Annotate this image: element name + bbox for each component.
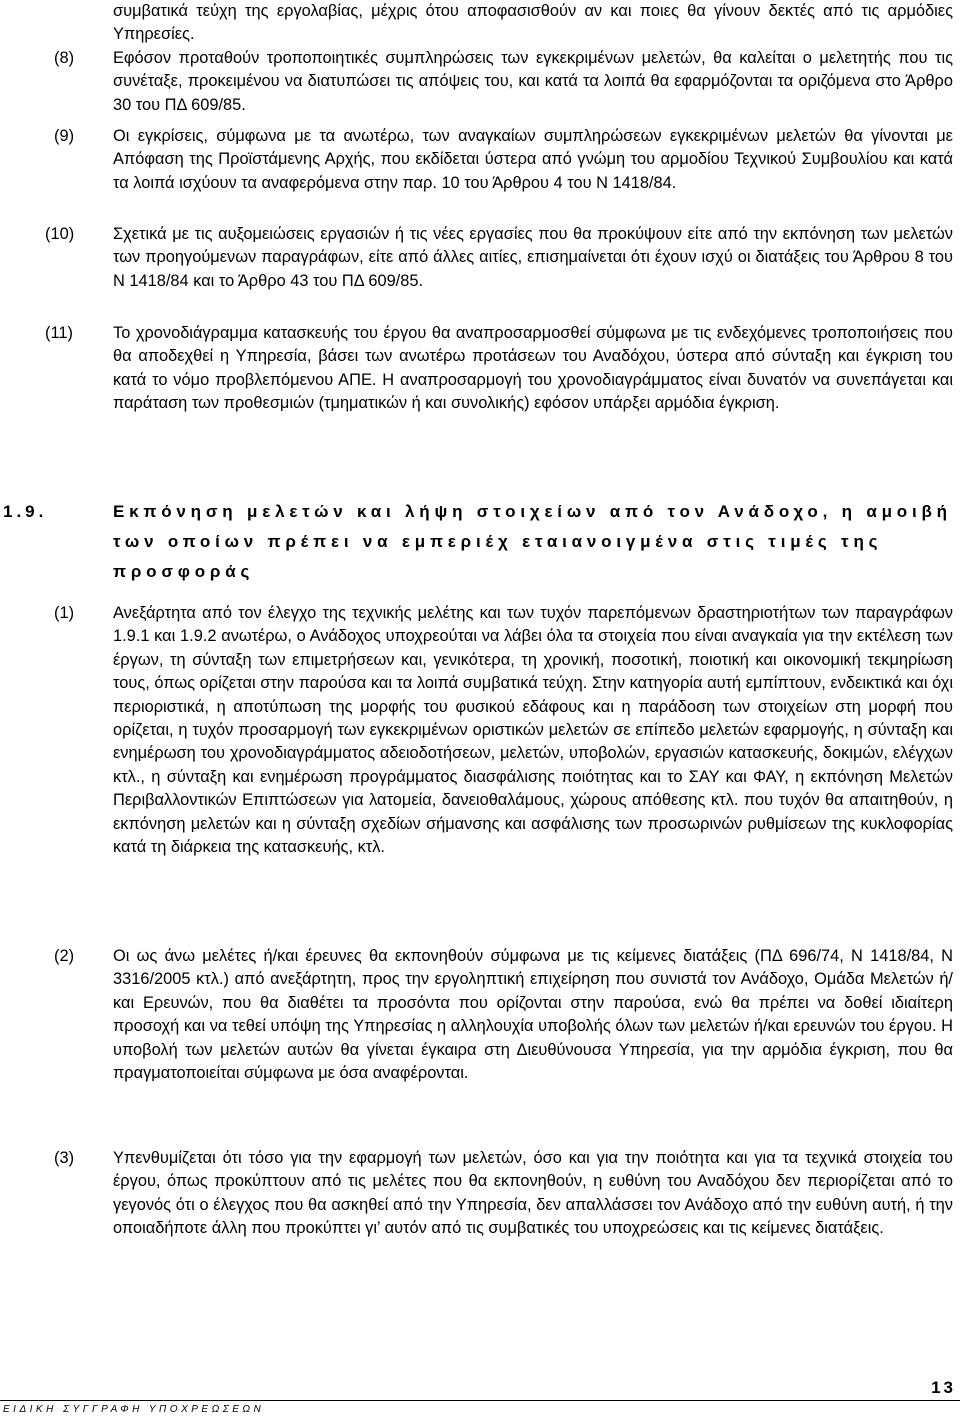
item-10-text: Σχετικά με τις αυξομειώσεις εργασιών ή τις νέες εργασίες που θα προκύψουν είτε από την εκπόνηση των μελετών των προηγούμενων παραγράφων, είτε από άλλες αιτίες, επισημαίνεται ότι έχουν ισχύ οι διατάξεις του Άρθρου 8 του Ν 1418/84 και το Άρθρο 43 του ΠΔ 609/85. [113, 225, 953, 290]
section-item-3-text: Υπενθυμίζεται ότι τόσο για την εφαρμογή των μελετών, όσο και για την ποιότητα και για τα τεχνικά στοιχεία του έργου, όπως προκύπτουν από τις μελέτες που θα εκπονηθούν, η ευθύνη του Αναδόχου δεν περιορίζεται από το γεγονός ότι ο έλεγχος που θα ασκηθεί από την Υπηρεσία, δεν απαλλάσσει τον Ανάδοχο από την ευθύνη αυτή, ή την οποιαδήποτε άλλη που προκύπτει γι’ αυτόν από τις συμβατικές του υποχρεώσεις και τις κείμενες διατάξεις. [113, 1149, 953, 1238]
section-item-2-text: Οι ως άνω μελέτες ή/και έρευνες θα εκπονηθούν σύμφωνα με τις κείμενες διατάξεις (ΠΔ 696/74, Ν 1418/84, Ν 3316/2005 κτλ.) από ανεξάρτητη, προς την εργοληπτική επιχείρηση που συνιστά τον Ανάδοχο, Ομάδα Μελετών ή/και Ερευνών, που θα διαθέτει τα προσόντα που ορίζονται στην παρούσα, ενώ θα πρέπει να δοθεί ιδιαίτερη προσοχή και να τεθεί υπόψη της Υπηρεσίας η αλληλουχία υποβολής όλων των μελετών ή/και ερευνών του έργου. Η υποβολή των μελετών αυτών θα γίνεται έγκαιρα στη Διευθύνουσα Υπηρεσία, για την αρμόδια έγκριση, που θα πραγματοποιείται σύμφωνα με όσα αναφέρονται. [113, 947, 953, 1083]
item-11-text: Το χρονοδιάγραμμα κατασκευής του έργου θα αναπροσαρμοσθεί σύμφωνα με τις ενδεχόμενες τροποποιήσεις που θα αποδεχθεί η Υπηρεσία, βάσει των ανωτέρω προτάσεων του Αναδόχου, ύστερα από σύνταξη και έγκριση του κατά το νόμο προβλεπόμενου ΑΠΕ. Η αναπροσαρμογή του χρονοδιαγράμματος είναι δυνατόν να συνεπάγεται και παράταση των προθεσμιών (τμηματικών ή και συνολικής) εφόσον υπάρξει αρμόδια έγκριση. [113, 324, 953, 413]
section-item-2-number: (2) [54, 947, 75, 965]
item-11-number: (11) [45, 324, 73, 342]
item-9-text: Οι εγκρίσεις, σύμφωνα με τα ανωτέρω, των αναγκαίων συμπληρώσεων εγκεκριμένων μελετών θα γίνονται με Απόφαση της Προϊστάμενης Αρχής, που εκδίδεται ύστερα από γνώμη του αρμοδίου Τεχνικού Συμβουλίου και κατά τα λοιπά ισχύουν τα αναφερόμενα στην παρ. 10 του Άρθρου 4 του Ν 1418/84. [113, 127, 953, 192]
section-item-1-text: Ανεξάρτητα από τον έλεγχο της τεχνικής μελέτης και των τυχόν παρεπόμενων δραστηριοτήτων των παραγράφων 1.9.1 και 1.9.2 ανωτέρω, ο Ανάδοχος υποχρεούται να λάβει όλα τα στοιχεία που είναι αναγκαία για την εκτέλεση των έργων, τη σύνταξη των επιμετρήσεων και, γενικότερα, τη χρονική, ποσοτική, ποιοτική και οικονομική τεκμηρίωση τους, όπως ορίζεται στην παρούσα και τα λοιπά συμβατικά τεύχη. Στην κατηγορία αυτή εμπίπτουν, ενδεικτικά και όχι περιοριστικά, η αποτύπωση της μορφής του φυσικού εδάφους και η παράδοση των στοιχείων στη μορφή που ορίζεται, η τυχόν προσαρμογή των εγκεκριμένων οριστικών μελετών σε επίπεδο μελετών εφαρμογής, η σύνταξη και ενημέρωση του χρονοδιαγράμματος αδειοδοτήσεων, μελετών, υποβολών, εργασιών κατασκευής, δοκιμών, ελέγχων κτλ., η σύνταξη και ενημέρωση προγράμματος διασφάλισης ποιότητας και το ΣΑΥ και ΦΑΥ, η εκπόνηση Μελετών Περιβαλλοντικών Επιπτώσεων για λατομεία, δανειοθαλάμους, χώρους απόθεσης κτλ. που τυχόν θα απαιτηθούν, η εκπόνηση μελετών και η σύνταξη σχεδίων σήμανσης και ασφάλισης των προσωρινών ρυθμίσεων της κυκλοφορίας κατά τη διάρκεια της κατασκευής, κτλ. [113, 604, 953, 857]
section-title: Εκπόνηση μελετών και λήψη στοιχείων από τον Ανάδοχο, η αμοιβή των οποίων πρέπει να εμπεριέχ εταιανοιγμένα στις τιμές της προσφοράς [113, 502, 952, 581]
section-item-3-number: (3) [54, 1149, 75, 1167]
item-8-text: Εφόσον προταθούν τροποποιητικές συμπληρώσεις των εγκεκριμένων μελετών, θα καλείται ο μελετητής που τις συνέταξε, προκειμένου να διατυπώσει τις απόψεις του, και κατά τα λοιπά θα εφαρμόζονται τα οριζόμενα στο Άρθρο 30 του ΠΔ 609/85. [113, 49, 953, 114]
intro-paragraph: συμβατικά τεύχη της εργολαβίας, μέχρις ότου αποφασισθούν αν και ποιες θα γίνουν δεκτές από τις αρμόδιες Υπηρεσίες. [113, 2, 953, 44]
item-9-number: (9) [54, 127, 75, 145]
footer-title: ΕΙΔΙΚΗ ΣΥΓΓΡΑΦΗ ΥΠΟΧΡΕΩΣΕΩΝ [3, 1404, 265, 1415]
page-number: 13 [931, 1378, 956, 1397]
item-8-number: (8) [54, 49, 75, 67]
section-item-1-number: (1) [54, 604, 75, 622]
section-number: 1.9. [3, 502, 48, 521]
item-10-number: (10) [45, 225, 75, 243]
footer-divider [0, 1400, 960, 1401]
